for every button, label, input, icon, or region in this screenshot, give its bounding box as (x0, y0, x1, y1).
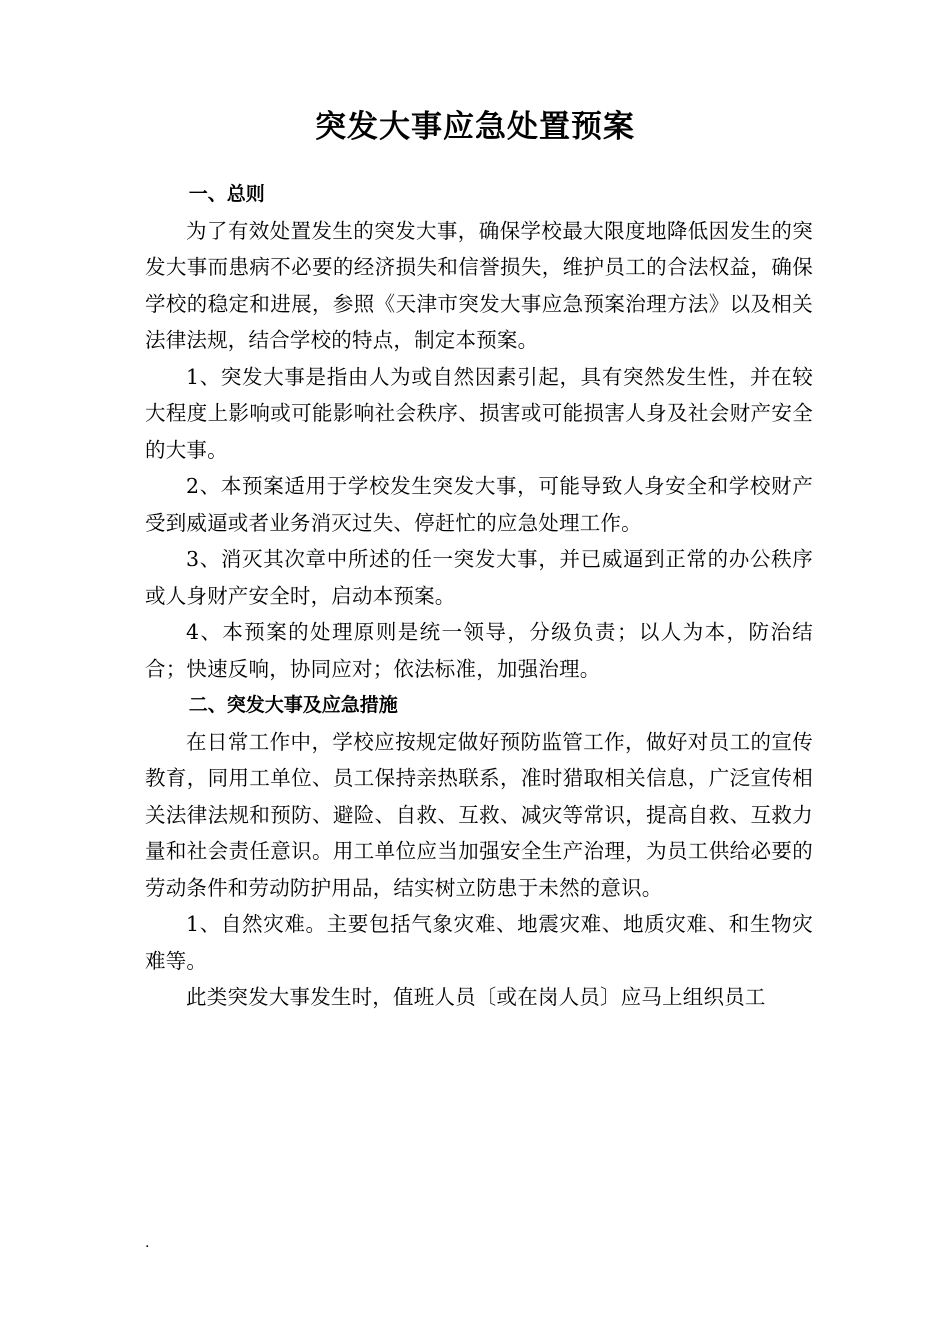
document-body (145, 176, 813, 1016)
paragraph: 为了有效处置发生的突发大事，确保学校最大限度地降低因发生的突发大事而患病不必要的经济损失和信誉损失，维护员工的合法权益，确保学校的稳定和进展，参照《天津市突发大事应急预案治理方法》以及相关法律法规，结合学校的特点，制定本预案。 (145, 218, 813, 352)
section-heading: 一、总则 (188, 183, 265, 205)
paragraph: 1、自然灾难。主要包括气象灾难、地震灾难、地质灾难、和生物灾难等。 (145, 912, 813, 973)
footer-mark: . (145, 1235, 150, 1251)
document-title: 突发大事应急处置预案 (315, 108, 635, 145)
paragraph: 此类突发大事发生时，值班人员〔或在岗人员〕应马上组织员工 (186, 985, 766, 1009)
paragraph: 2、本预案适用于学校发生突发大事，可能导致人身安全和学校财产受到威逼或者业务消灭过失、停赶忙的应急处理工作。 (145, 474, 813, 535)
paragraph: 在日常工作中，学校应按规定做好预防监管工作，做好对员工的宣传教育，同用工单位、员工保持亲热联系，准时猎取相关信息，广泛宣传相关法律法规和预防、避险、自救、互救、减灾等常识，提高自救、互救力量和社会责任意识。用工单位应当加强安全生产治理，为员工供给必要的劳动条件和劳动防护用品，结实树立防患于未然的意识。 (145, 729, 813, 900)
paragraph: 4、本预案的处理原则是统一领导，分级负责；以人为本，防治结合；快速反响，协同应对；依法标准，加强治理。 (145, 620, 813, 681)
paragraph: 1、突发大事是指由人为或自然因素引起，具有突然发生性，并在较大程度上影响或可能影响社会秩序、损害或可能损害人身及社会财产安全的大事。 (145, 364, 813, 462)
section-heading: 二、突发大事及应急措施 (188, 694, 398, 716)
paragraph: 3、消灭其次章中所述的任一突发大事，并已威逼到正常的办公秩序或人身财产安全时，启动本预案。 (145, 547, 813, 608)
